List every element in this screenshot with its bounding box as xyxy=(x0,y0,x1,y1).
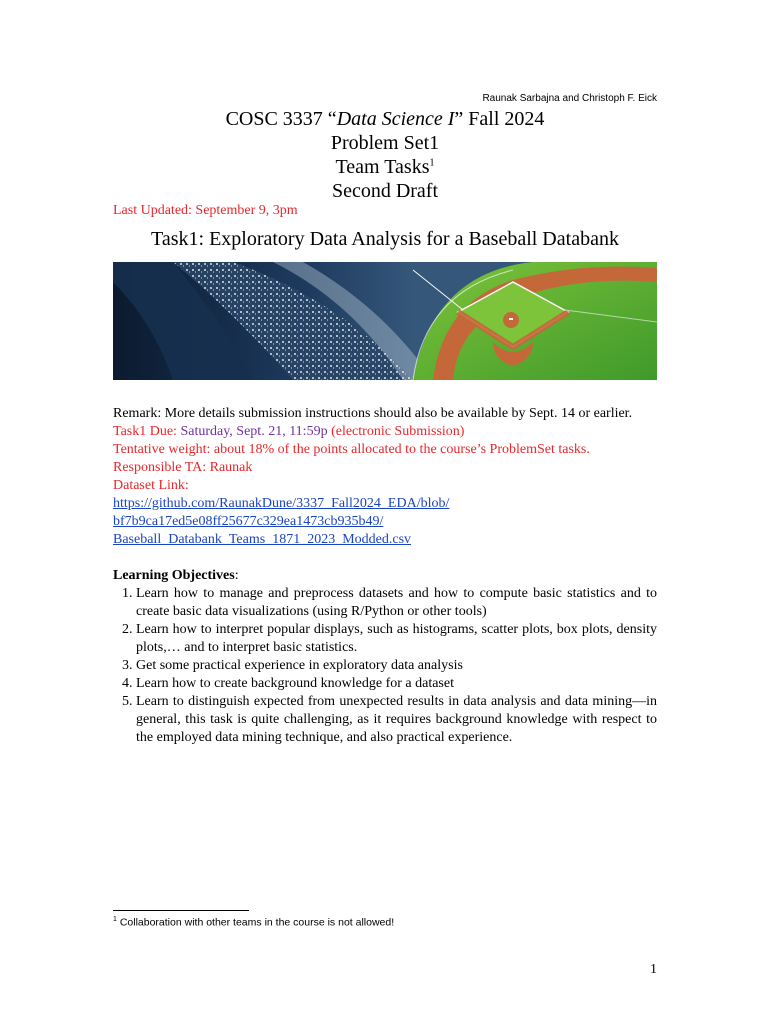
footnote xyxy=(113,916,394,929)
objectives-heading: Learning Objectives: xyxy=(113,568,239,583)
stadium-illustration xyxy=(113,262,657,380)
due-date: Saturday, Sept. 21, 11:59p xyxy=(180,424,328,439)
footnote-text: Collaboration with other teams in the course is not allowed! xyxy=(116,916,395,929)
dataset-link-line[interactable]: https://github.com/RaunakDune/3337_Fall2024_EDA/blob/ xyxy=(113,496,450,511)
draft-title: Second Draft xyxy=(331,180,439,202)
remark-paragraph: Remark: More details submission instructions should also be available by Sept. 14 or earlier. xyxy=(113,406,633,421)
objective-item: 3. Get some practical experience in exploratory data analysis xyxy=(136,657,657,675)
document-title xyxy=(0,107,770,203)
objectives-list xyxy=(113,585,657,747)
dataset-link-line[interactable]: Baseball_Databank_Teams_1871_2023_Modded.csv xyxy=(113,532,412,547)
learning-objectives xyxy=(113,567,657,747)
responsible-ta: Responsible TA: Raunak xyxy=(113,460,253,475)
baseball-stadium-image xyxy=(113,262,657,380)
weight-line: Tentative weight: about 18% of the points allocated to the course’s ProblemSet tasks. xyxy=(113,442,590,457)
objective-item: 1. Learn how to manage and preprocess datasets and how to compute basic statistics and to create basic data visualizations (using R/Python or other tools) xyxy=(136,585,657,621)
page-number: 1 xyxy=(650,962,657,977)
last-updated: Last Updated: September 9, 3pm xyxy=(113,203,298,218)
course-title: COSC 3337 “Data Science I” Fall 2024 xyxy=(225,108,545,130)
author-line: Raunak Sarbajna and Christoph F. Eick xyxy=(482,93,657,104)
due-date-line: Task1 Due: Saturday, Sept. 21, 11:59p (electronic Submission) xyxy=(113,424,465,439)
objective-item: 5. Learn to distinguish expected from unexpected results in data analysis and data mining—in general, this task is quite challenging, as it requires background knowledge with respect to the employed data mining technique, and also practical experience. xyxy=(136,693,657,747)
footnote-marker: 1 xyxy=(113,916,117,923)
footnote-separator xyxy=(113,910,249,911)
problem-set-title: Problem Set1 xyxy=(330,132,440,154)
dataset-link[interactable] xyxy=(113,495,657,549)
dataset-link-line[interactable]: bf7b9ca17ed5e08ff25677c329ea1473cb935b49/ xyxy=(113,514,384,529)
dataset-label: Dataset Link: xyxy=(113,478,189,493)
objective-item: 2. Learn how to interpret popular displays, such as histograms, scatter plots, box plots, density plots,… and to interpret basic statistics. xyxy=(136,621,657,657)
team-tasks-title: Team Tasks$^1$ xyxy=(335,156,435,178)
footnote-reference[interactable]: 1 xyxy=(429,157,435,169)
objective-item: 4. Learn how to create background knowledge for a dataset xyxy=(136,675,657,693)
main-content xyxy=(113,405,657,747)
task-heading: Task1: Exploratory Data Analysis for a Baseball Databank xyxy=(151,228,619,250)
